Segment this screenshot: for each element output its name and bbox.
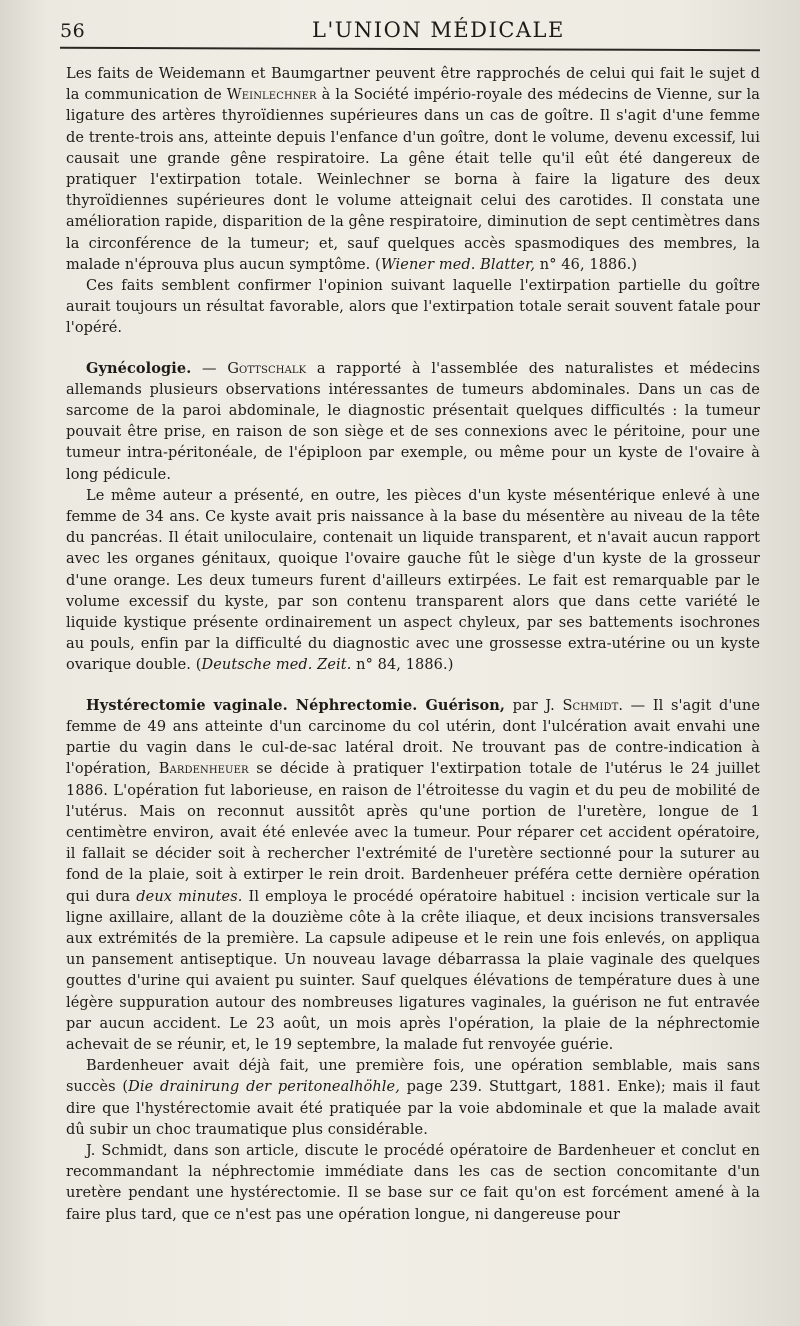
paragraph-text: page 239. Stuttgart, 1881. Enke); mais il faut dire que l'hystérectomie avait été pratiquée par la voie abdominale et que la malade avait dû subir un choc traumatique plus considérable. xyxy=(66,1079,760,1138)
paragraph-kyste-mesenterique xyxy=(66,486,760,677)
paragraph-text: a rapporté à l'assemblée des naturalistes et médecins allemands plusieurs observations intéressantes de tumeurs abdominales. Dans un cas de sarcome de la paroi abdominale, le diagnostic présentait quelques difficultés : la tumeur pouvait être prise, en raison de son siège et de ses connexions avec le péritoine, pour une tumeur intra-péritonéale, de l'épiploon par exemple, ou même pour un kyste de l'ovaire à long pédicule. xyxy=(66,360,760,483)
emphasis-text: deux minutes. xyxy=(136,888,243,905)
paragraph-text: à la Société império-royale des médecins de Vienne, sur la ligature des artères thyroïdiennes supérieures dans un cas de goître. Il s'agit d'une femme de trente-trois ans, atteinte depuis l'enfance d'un goître, dont le volume, devenu excessif, lui causait une grande gêne respiratoire. La gêne était telle qu'il eût été dangereux de pratiquer l'extirpation totale. Weinlechner se borna à faire la ligature des deux thyroïdiennes supérieures dont le volume atteignait celui des carotides. Il constata une amélioration rapide, disparition de la gêne respiratoire, diminution de sept centimètres dans la circonférence de la tumeur; et, sauf quelques accès spasmodiques des membres, la malade n'éprouva plus aucun symptôme. ( xyxy=(66,87,761,273)
journal-title: L'UNION MÉDICALE xyxy=(312,18,565,42)
paragraph-weinlechner xyxy=(66,64,760,276)
paragraph-text: par J. xyxy=(505,697,563,714)
paragraph-schmidt-conclusion: J. Schmidt, dans son article, discute le procédé opératoire de Bardenheuer et conclut en recommandant la néphrectomie immédiate dans les cas de section concomitante d'un uretère pendant une hystérectomie. Il se base sur ce fait qu'on est forcément amené à la faire plus tard, que ce n'est pas une opération longue, ni dangereuse pour xyxy=(66,1142,760,1223)
article-body xyxy=(66,64,760,1226)
citation-reference: Wiener med. Blatter, xyxy=(380,256,536,273)
paragraph-text: Bardenheuer avait déjà fait, une première fois, une opération semblable, mais sans succès ( xyxy=(66,1058,760,1096)
paragraph-conclusion-goitre: Ces faits semblent confirmer l'opinion suivant laquelle l'extirpation partielle du goître aurait toujours un résultat favorable, alors que l'extirpation totale serait souvent fatale pour l'opéré. xyxy=(66,278,760,337)
section-hysterectomie xyxy=(66,695,760,1056)
citation-reference: Die drainirung der peritonealhöhle, xyxy=(128,1079,400,1096)
paragraph-text: Il employa le procédé opératoire habituel : incision verticale sur la ligne axillaire, allant de la douzième côte à la crête iliaque, et deux incisions transversales aux extrémités de la première. La capsule adipeuse et le rein une fois enlevés, on appliqua un pansement antiseptique. Un nouveau lavage débarrassa la plaie vaginale des quelques gouttes d'urine qui avaient pu suinter. Sauf quelques élévations de température dues à une légère suppuration autour des nombreuses ligatures vaginales, la guérison ne fut entravée par aucun accident. Le 23 août, un mois après l'opération, la plaie de la néphrectomie achevait de se réunir, et, le 19 septembre, la malade fut renvoyée guérie. xyxy=(66,888,761,1053)
author-name: Weinlechner xyxy=(226,87,317,104)
paragraph-text: Les faits de Weidemann et Baumgartner peuvent être rapprochés de celui qui fait le sujet d la communication de xyxy=(66,66,760,104)
author-name: Gottschalk xyxy=(227,360,307,377)
running-head xyxy=(60,14,760,44)
paragraph-text: n° 46, 1886.) xyxy=(535,256,638,273)
author-name: Schmidt xyxy=(562,697,619,714)
paragraph-text: — xyxy=(191,360,228,377)
author-name: Bardenheuer xyxy=(158,761,249,778)
section-gynecologie xyxy=(66,358,760,486)
page-number: 56 xyxy=(60,20,86,42)
paragraph-text: se décide à pratiquer l'extirpation totale de l'utérus le 24 juillet 1886. L'opération fut laborieuse, en raison de l'étroitesse du vagin et du peu de mobilité de l'utérus. Mais on reconnut aussitôt après qu'une portion de l'uretère, longue de 1 centimètre environ, avait été enlevée avec la tumeur. Pour réparer cet accident opératoire, il fallait se décider soit à rechercher l'extrémité de l'uretère sectionné pour la suturer au fond de la plaie, soit à extirper le rein droit. Bardenheuer préféra cette dernière opération qui dura xyxy=(66,761,760,905)
section-heading: Hystérectomie vaginale. Néphrectomie. Guérison, xyxy=(86,696,506,714)
paragraph-text: n° 84, 1886.) xyxy=(351,657,454,674)
section-heading: Gynécologie. xyxy=(86,359,192,377)
paragraph-text: . — Il s'agit d'une femme de 49 ans atteinte d'un carcinome du col utérin, dont l'ulcération avait envahi une partie du vagin dans le cul-de-sac latéral droit. Ne trouvant pas de contre-indication à l'opération, xyxy=(66,697,761,778)
paragraph-bardenheuer xyxy=(66,1056,760,1141)
header-rule xyxy=(60,47,760,51)
citation-reference: Deutsche med. Zeit. xyxy=(201,657,352,674)
paragraph-text: Le même auteur a présenté, en outre, les pièces d'un kyste mésentérique enlevé à une femme de 34 ans. Ce kyste avait pris naissance à la base du mésentère au niveau de la tête du pancréas. Il était uniloculaire, contenait un liquide transparent, et n'avait aucun rapport avec les organes génitaux, quoique l'ovaire gauche fût le siège d'un kyste de la grosseur d'une orange. Les deux tumeurs furent d'ailleurs extirpées. Le fait est remarquable par le volume excessif du kyste, par son contenu transparent alors que dans cette variété le liquide kystique présente ordinairement un aspect chyleux, par ses battements isochrones au pouls, enfin par la difficulté du diagnostic avec une grossesse extra-utérine ou un kyste ovarique double. ( xyxy=(66,487,760,674)
